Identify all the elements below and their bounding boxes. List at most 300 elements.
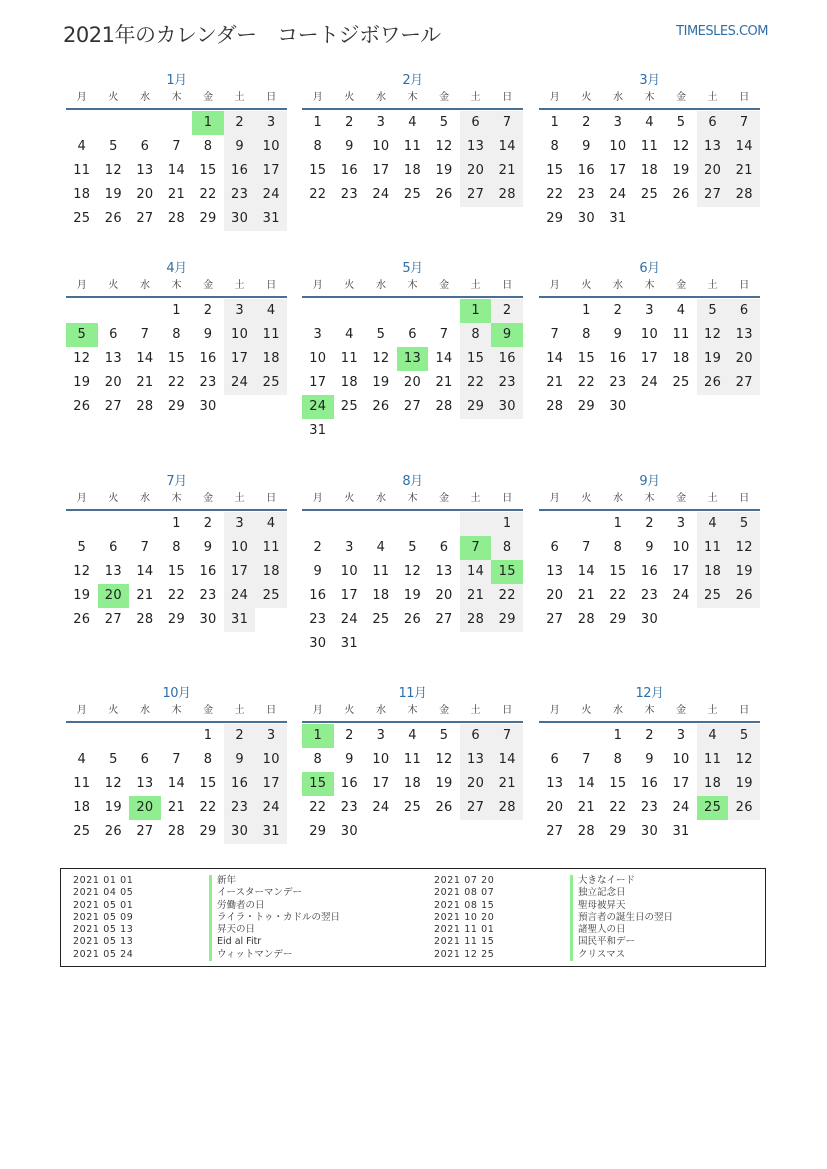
weekday-label: 木 xyxy=(644,280,655,291)
day-cell: 13 xyxy=(136,163,154,178)
day-cell: 29 xyxy=(167,612,186,627)
day-cell: 7 xyxy=(439,327,449,342)
day-cell: 11 xyxy=(697,536,729,560)
day-cell: 30 xyxy=(224,207,256,231)
day-cell: 25 xyxy=(403,800,422,815)
month-block xyxy=(66,473,287,632)
day-cell: 2 xyxy=(613,303,623,318)
day-cell: 30 xyxy=(309,636,327,651)
day-cell: 21 xyxy=(577,800,595,815)
day-grid xyxy=(66,724,287,844)
weekday-label: 土 xyxy=(707,493,718,504)
day-cell: 8 xyxy=(582,327,591,342)
day-cell: 17 xyxy=(672,564,690,579)
weekday-header xyxy=(66,90,287,110)
day-cell: 5 xyxy=(697,299,729,323)
day-cell: 8 xyxy=(203,752,213,767)
day-cell: 15 xyxy=(460,347,492,371)
day-cell: 13 xyxy=(546,776,564,791)
empty-cell xyxy=(129,512,161,536)
day-cell: 9 xyxy=(645,752,654,767)
day-cell: 2 xyxy=(345,115,354,130)
weekday-label: 月 xyxy=(312,705,323,716)
day-cell: 11 xyxy=(340,351,358,366)
day-cell: 27 xyxy=(104,612,122,627)
day-cell: 26 xyxy=(728,584,760,608)
day-cell: 10 xyxy=(609,139,627,154)
weekday-label: 金 xyxy=(676,92,687,103)
day-cell: 4 xyxy=(376,540,386,555)
day-cell: 29 xyxy=(460,395,492,419)
day-cell: 14 xyxy=(491,748,523,772)
day-cell: 26 xyxy=(728,796,760,820)
day-cell: 25 xyxy=(640,187,659,202)
day-cell: 4 xyxy=(255,299,287,323)
day-cell: 6 xyxy=(140,752,150,767)
day-cell: 10 xyxy=(672,752,690,767)
day-cell: 7 xyxy=(582,752,591,767)
day-cell: 24 xyxy=(672,800,690,815)
weekday-label: 木 xyxy=(407,493,418,504)
weekday-label: 金 xyxy=(439,705,450,716)
day-cell: 23 xyxy=(640,800,659,815)
holiday-name: 新年 xyxy=(209,875,236,887)
weekday-label: 日 xyxy=(266,280,277,291)
weekday-label: 水 xyxy=(139,705,150,716)
day-cell: 13 xyxy=(104,351,122,366)
day-grid xyxy=(539,299,760,419)
day-cell: 2 xyxy=(582,115,591,130)
day-cell: 6 xyxy=(460,724,492,748)
day-cell: 19 xyxy=(697,347,729,371)
day-cell: 21 xyxy=(728,159,760,183)
weekday-header xyxy=(539,278,760,298)
day-grid xyxy=(302,724,523,844)
weekday-label: 月 xyxy=(549,493,560,504)
day-cell: 24 xyxy=(640,375,659,390)
day-cell: 17 xyxy=(255,772,287,796)
day-cell: 26 xyxy=(104,211,122,226)
day-cell: 8 xyxy=(613,752,623,767)
holiday-day-cell: 25 xyxy=(697,796,729,820)
day-cell: 10 xyxy=(224,536,256,560)
day-cell: 18 xyxy=(640,163,659,178)
empty-cell xyxy=(302,299,334,323)
day-cell: 14 xyxy=(460,560,492,584)
day-cell: 14 xyxy=(728,135,760,159)
day-cell: 4 xyxy=(77,752,87,767)
empty-cell xyxy=(571,724,603,748)
day-cell: 18 xyxy=(372,588,390,603)
empty-cell xyxy=(66,512,98,536)
day-cell: 16 xyxy=(199,351,217,366)
day-cell: 26 xyxy=(73,399,91,414)
day-cell: 22 xyxy=(199,800,217,815)
day-cell: 30 xyxy=(199,399,217,414)
month-title: 7月 xyxy=(166,474,187,489)
day-cell: 7 xyxy=(491,724,523,748)
empty-cell xyxy=(66,111,98,135)
day-cell: 17 xyxy=(372,163,390,178)
day-cell: 23 xyxy=(199,588,217,603)
day-cell: 30 xyxy=(199,612,217,627)
weekday-label: 木 xyxy=(644,92,655,103)
day-cell: 31 xyxy=(672,824,690,839)
weekday-label: 金 xyxy=(203,705,214,716)
day-cell: 11 xyxy=(255,536,287,560)
weekday-label: 木 xyxy=(407,280,418,291)
day-cell: 21 xyxy=(136,375,154,390)
day-cell: 14 xyxy=(167,163,186,178)
day-cell: 16 xyxy=(340,776,358,791)
day-cell: 28 xyxy=(491,796,523,820)
day-cell: 20 xyxy=(546,588,564,603)
day-cell: 23 xyxy=(224,796,256,820)
holiday-name: Eid al Fitr xyxy=(209,936,261,948)
day-cell: 23 xyxy=(340,187,358,202)
day-cell: 5 xyxy=(109,752,118,767)
day-cell: 1 xyxy=(613,516,623,531)
day-cell: 19 xyxy=(372,375,390,390)
weekday-label: 土 xyxy=(707,92,718,103)
day-cell: 20 xyxy=(460,772,492,796)
holiday-day-cell: 9 xyxy=(491,323,523,347)
day-cell: 8 xyxy=(203,139,213,154)
page-title: 2021年のカレンダー コートジボワール xyxy=(63,23,441,47)
day-cell: 3 xyxy=(345,540,354,555)
day-cell: 7 xyxy=(491,111,523,135)
holiday-day-cell: 15 xyxy=(302,772,334,796)
day-cell: 28 xyxy=(546,399,564,414)
weekday-label: 月 xyxy=(549,705,560,716)
day-cell: 4 xyxy=(645,115,654,130)
day-cell: 12 xyxy=(372,351,390,366)
day-cell: 14 xyxy=(577,776,595,791)
day-cell: 27 xyxy=(697,183,729,207)
day-cell: 21 xyxy=(491,772,523,796)
month-title: 4月 xyxy=(166,261,187,276)
holiday-day-cell: 20 xyxy=(129,796,161,820)
day-cell: 14 xyxy=(435,351,453,366)
day-cell: 24 xyxy=(255,183,287,207)
month-title: 11月 xyxy=(398,686,427,701)
day-cell: 18 xyxy=(403,776,422,791)
day-cell: 22 xyxy=(199,187,217,202)
holiday-name: クリスマス xyxy=(570,949,625,961)
day-cell: 8 xyxy=(172,540,181,555)
day-cell: 18 xyxy=(340,375,358,390)
day-cell: 18 xyxy=(73,800,91,815)
day-cell: 17 xyxy=(372,776,390,791)
day-cell: 8 xyxy=(613,540,623,555)
day-cell: 23 xyxy=(224,183,256,207)
day-cell: 25 xyxy=(255,584,287,608)
day-cell: 12 xyxy=(672,139,690,154)
month-title: 6月 xyxy=(639,261,660,276)
month-title: 2月 xyxy=(402,73,423,88)
month-title: 9月 xyxy=(639,474,660,489)
day-cell: 25 xyxy=(697,584,729,608)
empty-cell xyxy=(98,512,130,536)
day-cell: 2 xyxy=(224,111,256,135)
holiday-date: 2021 04 05 xyxy=(73,887,134,899)
day-cell: 6 xyxy=(109,540,118,555)
site-logo[interactable]: TIMESLES.COM xyxy=(676,24,768,39)
day-cell: 13 xyxy=(697,135,729,159)
day-cell: 10 xyxy=(372,752,390,767)
day-cell: 9 xyxy=(224,748,256,772)
day-cell: 4 xyxy=(676,303,686,318)
day-cell: 22 xyxy=(609,800,627,815)
holiday-date: 2021 08 07 xyxy=(434,887,495,899)
weekday-label: 火 xyxy=(581,280,592,291)
day-cell: 5 xyxy=(728,512,760,536)
day-cell: 31 xyxy=(609,211,627,226)
day-cell: 17 xyxy=(340,588,358,603)
day-cell: 10 xyxy=(340,564,358,579)
day-cell: 5 xyxy=(439,115,449,130)
day-cell: 14 xyxy=(546,351,564,366)
day-cell: 5 xyxy=(376,327,386,342)
day-cell: 31 xyxy=(255,820,287,844)
day-cell: 18 xyxy=(255,347,287,371)
day-cell: 14 xyxy=(577,564,595,579)
day-cell: 22 xyxy=(577,375,595,390)
holiday-date: 2021 05 09 xyxy=(73,911,134,923)
day-cell: 5 xyxy=(77,540,87,555)
weekday-label: 土 xyxy=(234,705,245,716)
day-cell: 27 xyxy=(104,399,122,414)
day-cell: 19 xyxy=(403,588,422,603)
weekday-label: 木 xyxy=(407,705,418,716)
day-cell: 6 xyxy=(728,299,760,323)
weekday-header xyxy=(302,278,523,298)
day-cell: 9 xyxy=(345,752,354,767)
day-cell: 21 xyxy=(136,588,154,603)
empty-cell xyxy=(129,111,161,135)
day-cell: 4 xyxy=(345,327,354,342)
day-cell: 10 xyxy=(640,327,659,342)
day-cell: 6 xyxy=(408,327,417,342)
day-cell: 11 xyxy=(255,323,287,347)
day-grid xyxy=(539,111,760,231)
day-cell: 12 xyxy=(435,752,453,767)
day-cell: 12 xyxy=(728,536,760,560)
day-cell: 7 xyxy=(550,327,560,342)
day-cell: 2 xyxy=(313,540,323,555)
weekday-label: 金 xyxy=(676,493,687,504)
weekday-label: 水 xyxy=(139,280,150,291)
day-cell: 20 xyxy=(104,375,122,390)
day-cell: 2 xyxy=(491,299,523,323)
weekday-header xyxy=(539,703,760,723)
day-cell: 15 xyxy=(199,776,217,791)
day-cell: 5 xyxy=(676,115,686,130)
weekday-header xyxy=(539,90,760,110)
day-cell: 5 xyxy=(439,728,449,743)
day-cell: 19 xyxy=(73,375,91,390)
holiday-date: 2021 12 25 xyxy=(434,948,495,960)
day-cell: 1 xyxy=(550,115,560,130)
day-cell: 12 xyxy=(697,323,729,347)
weekday-label: 水 xyxy=(375,705,386,716)
day-cell: 28 xyxy=(435,399,453,414)
day-cell: 31 xyxy=(340,636,358,651)
day-cell: 24 xyxy=(224,584,256,608)
day-cell: 3 xyxy=(376,115,386,130)
holiday-date: 2021 08 15 xyxy=(434,899,495,911)
holiday-day-cell: 1 xyxy=(192,111,224,135)
weekday-label: 日 xyxy=(502,493,513,504)
day-cell: 30 xyxy=(340,824,358,839)
day-cell: 29 xyxy=(491,608,523,632)
day-cell: 13 xyxy=(104,564,122,579)
day-cell: 17 xyxy=(224,347,256,371)
day-cell: 10 xyxy=(255,748,287,772)
day-cell: 21 xyxy=(460,584,492,608)
holiday-date: 2021 11 01 xyxy=(434,924,495,936)
day-cell: 5 xyxy=(728,724,760,748)
day-cell: 9 xyxy=(203,540,213,555)
month-title: 10月 xyxy=(162,686,191,701)
weekday-label: 土 xyxy=(234,92,245,103)
day-cell: 15 xyxy=(309,163,327,178)
day-cell: 2 xyxy=(203,303,213,318)
day-cell: 4 xyxy=(697,724,729,748)
day-cell: 10 xyxy=(672,540,690,555)
holiday-name: ウィットマンデー xyxy=(209,949,292,961)
empty-cell xyxy=(428,299,460,323)
day-cell: 9 xyxy=(613,327,623,342)
weekday-label: 火 xyxy=(344,92,355,103)
day-cell: 25 xyxy=(73,211,91,226)
day-cell: 3 xyxy=(313,327,323,342)
day-cell: 16 xyxy=(309,588,327,603)
day-cell: 6 xyxy=(140,139,150,154)
day-cell: 11 xyxy=(372,564,390,579)
holiday-name: 昇天の日 xyxy=(209,924,255,936)
holiday-day-cell: 7 xyxy=(460,536,492,560)
day-cell: 24 xyxy=(340,612,358,627)
weekday-label: 日 xyxy=(266,705,277,716)
weekday-label: 土 xyxy=(470,705,481,716)
month-block xyxy=(66,260,287,419)
day-cell: 11 xyxy=(640,139,659,154)
holiday-date: 2021 10 20 xyxy=(434,911,495,923)
month-block xyxy=(539,473,760,632)
day-cell: 28 xyxy=(460,608,492,632)
day-cell: 13 xyxy=(728,323,760,347)
day-cell: 2 xyxy=(203,516,213,531)
weekday-label: 土 xyxy=(707,280,718,291)
weekday-label: 火 xyxy=(581,92,592,103)
day-cell: 11 xyxy=(73,163,91,178)
day-cell: 18 xyxy=(255,560,287,584)
day-cell: 30 xyxy=(224,820,256,844)
weekday-label: 火 xyxy=(108,280,119,291)
day-cell: 27 xyxy=(460,183,492,207)
day-cell: 19 xyxy=(672,163,690,178)
day-cell: 25 xyxy=(340,399,358,414)
holiday-date: 2021 05 01 xyxy=(73,899,134,911)
weekday-label: 日 xyxy=(739,493,750,504)
day-cell: 19 xyxy=(73,588,91,603)
day-cell: 26 xyxy=(435,800,453,815)
weekday-label: 日 xyxy=(502,705,513,716)
weekday-label: 金 xyxy=(439,493,450,504)
weekday-label: 木 xyxy=(171,92,182,103)
day-cell: 17 xyxy=(224,560,256,584)
holiday-name: イースターマンデー xyxy=(209,887,302,899)
day-cell: 21 xyxy=(546,375,564,390)
day-cell: 6 xyxy=(550,752,560,767)
day-cell: 18 xyxy=(403,163,422,178)
weekday-label: 日 xyxy=(739,280,750,291)
day-cell: 16 xyxy=(577,163,595,178)
day-cell: 3 xyxy=(676,516,686,531)
empty-cell xyxy=(539,512,571,536)
day-cell: 6 xyxy=(109,327,118,342)
weekday-label: 火 xyxy=(108,92,119,103)
day-cell: 10 xyxy=(309,351,327,366)
holiday-date: 2021 07 20 xyxy=(434,875,495,886)
day-cell: 14 xyxy=(167,776,186,791)
weekday-label: 土 xyxy=(470,493,481,504)
day-cell: 1 xyxy=(491,512,523,536)
month-title: 3月 xyxy=(639,73,660,88)
weekday-label: 木 xyxy=(644,493,655,504)
weekday-label: 水 xyxy=(612,705,623,716)
day-cell: 14 xyxy=(136,351,154,366)
day-cell: 11 xyxy=(672,327,690,342)
day-cell: 23 xyxy=(199,375,217,390)
month-block xyxy=(302,685,523,844)
day-cell: 5 xyxy=(109,139,118,154)
weekday-label: 木 xyxy=(171,493,182,504)
day-cell: 22 xyxy=(546,187,564,202)
day-cell: 15 xyxy=(199,163,217,178)
weekday-label: 金 xyxy=(203,280,214,291)
empty-cell xyxy=(98,299,130,323)
day-cell: 26 xyxy=(403,612,422,627)
weekday-label: 日 xyxy=(502,280,513,291)
day-cell: 9 xyxy=(345,139,354,154)
day-cell: 10 xyxy=(224,323,256,347)
weekday-header xyxy=(302,703,523,723)
weekday-label: 水 xyxy=(612,280,623,291)
holiday-day-cell: 20 xyxy=(98,584,130,608)
weekday-label: 水 xyxy=(375,280,386,291)
day-cell: 1 xyxy=(582,303,591,318)
day-cell: 21 xyxy=(167,187,186,202)
month-title: 12月 xyxy=(635,686,664,701)
day-cell: 27 xyxy=(136,211,154,226)
day-cell: 29 xyxy=(609,824,627,839)
weekday-label: 火 xyxy=(108,493,119,504)
day-cell: 28 xyxy=(167,211,186,226)
day-cell: 30 xyxy=(640,824,659,839)
day-cell: 27 xyxy=(546,824,564,839)
day-cell: 7 xyxy=(172,139,181,154)
day-cell: 25 xyxy=(73,824,91,839)
day-cell: 4 xyxy=(77,139,87,154)
weekday-label: 月 xyxy=(76,705,87,716)
weekday-label: 月 xyxy=(312,280,323,291)
day-cell: 29 xyxy=(609,612,627,627)
day-cell: 21 xyxy=(167,800,186,815)
day-cell: 16 xyxy=(491,347,523,371)
weekday-label: 月 xyxy=(312,493,323,504)
